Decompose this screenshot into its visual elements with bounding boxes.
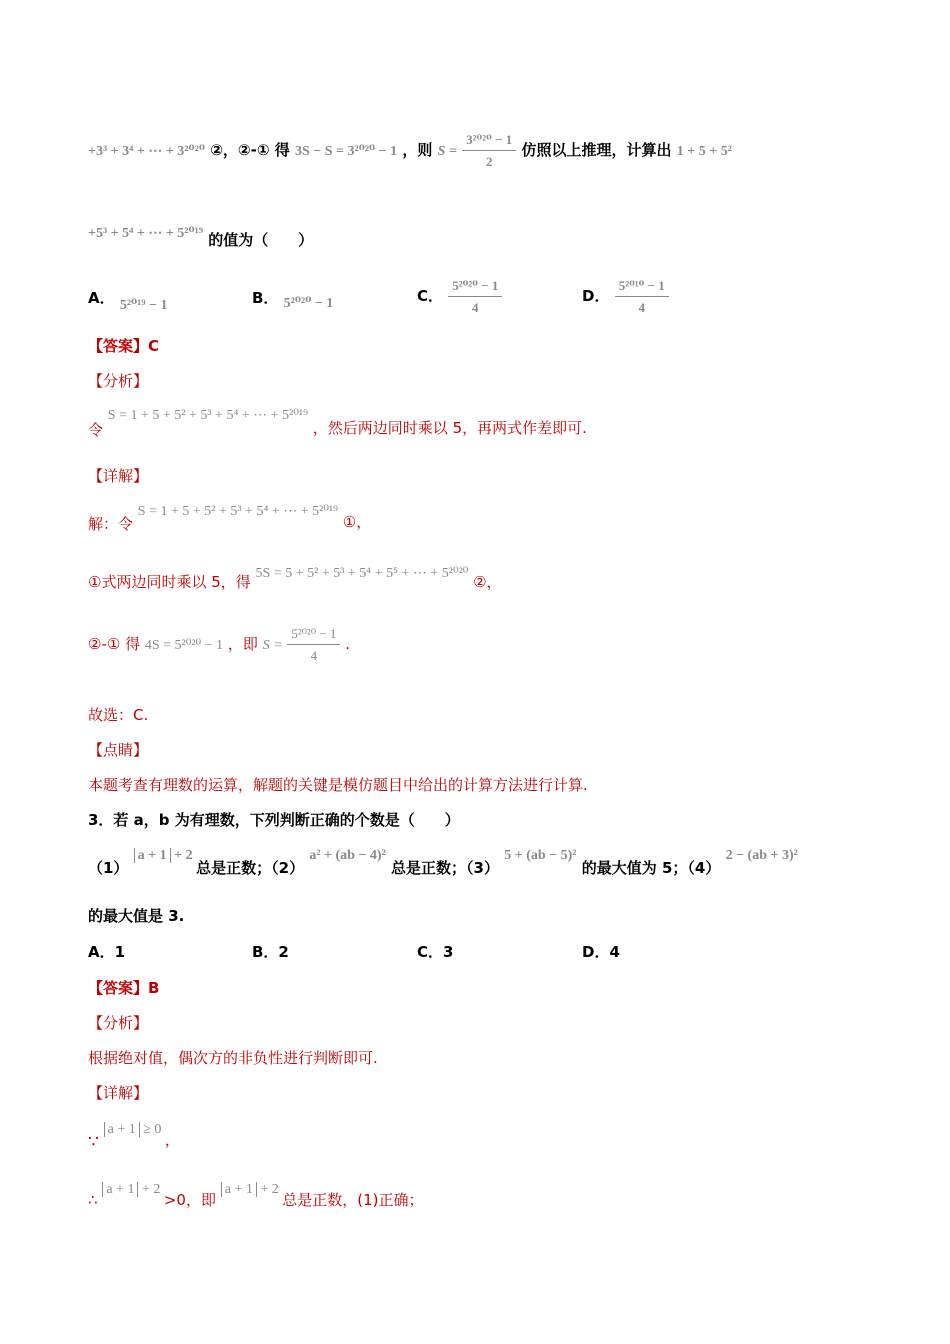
q3-answer-value: B	[148, 979, 160, 997]
q3-step2-mid: >0，即	[163, 1191, 216, 1209]
q3-stem: 3．若 a，b 为有理数，下列判断正确的个数是（ ）	[88, 811, 460, 829]
q2-step3-prefix: ②-① 得	[88, 635, 141, 653]
q2-step1-prefix: 解：令	[88, 515, 134, 533]
q3-detail-heading: 【详解】	[88, 1084, 149, 1102]
q2-stem-text-b: ，则	[402, 141, 433, 159]
q3-option-d[interactable]: D．4	[582, 943, 620, 961]
q2-step3-fraction	[287, 626, 340, 664]
q2-option-c-num: 5²⁰²⁰ − 1	[448, 278, 502, 297]
q2-analysis-prefix: 令	[88, 421, 104, 439]
q2-stem-line1	[88, 130, 732, 170]
q3-answer	[88, 978, 159, 998]
q3-step1-abs: a + 1	[104, 1122, 140, 1137]
q2-option-d-fraction	[615, 278, 669, 316]
q2-option-c-den: 4	[472, 299, 479, 315]
q3-step1	[88, 1118, 180, 1154]
q2-stem-diff: 3S − S = 3²⁰²⁰ − 1	[295, 144, 398, 159]
q2-option-a-math: 5²⁰¹⁹ − 1	[119, 298, 168, 313]
q2-detail-heading: 【详解】	[88, 467, 149, 485]
q2-step3-den: 4	[310, 647, 318, 663]
q3-analysis-heading: 【分析】	[88, 1014, 149, 1032]
q3-step1-math	[104, 1122, 165, 1137]
q2-step2-math: 5S = 5 + 5² + 5³ + 5⁴ + 5⁵ + ⋯ + 5²⁰²⁰	[255, 566, 469, 581]
q2-step1-math: S = 1 + 5 + 5² + 5³ + 5⁴ + ⋯ + 5²⁰¹⁹	[137, 504, 339, 519]
q2-option-d-label: D．	[582, 287, 610, 305]
q2-step1	[88, 500, 371, 536]
q3-item3-text: 的最大值为 5；（4）	[581, 859, 721, 877]
q2-stem-sum-5-end: +5³ + 5⁴ + ⋯ + 5²⁰¹⁹	[88, 226, 204, 241]
q3-item2-math: a² + (ab − 4)²	[309, 848, 386, 863]
q2-step1-suffix: ①，	[342, 513, 372, 531]
q2-step3-suffix: .	[345, 635, 350, 653]
q2-option-b-label: B．	[252, 289, 279, 307]
q2-option-a[interactable]	[88, 288, 168, 313]
q2-stem-fraction	[462, 132, 516, 170]
q2-stem-text-a: ②，②-① 得	[210, 141, 290, 159]
q3-step1-rest: ≥ 0	[143, 1122, 162, 1137]
q2-option-c-fraction	[448, 278, 502, 316]
q3-step2-abs2: a + 1	[221, 1182, 257, 1197]
q3-item1-abs: a + 1	[134, 848, 171, 863]
q2-option-c-label: C．	[417, 287, 444, 305]
q3-stem-line2: 的最大值是 3.	[88, 907, 185, 925]
q2-stem-text-c: 仿照以上推理，计算出	[521, 141, 672, 159]
q3-step2-suffix: 总是正数，(1)正确；	[282, 1191, 424, 1209]
q2-analysis-line	[88, 404, 587, 440]
q2-step3	[88, 622, 350, 666]
q3-step2-rest2: + 2	[260, 1182, 279, 1197]
q3-step2-math	[102, 1182, 164, 1197]
q3-step2-abs: a + 1	[102, 1182, 138, 1197]
q2-stem-frac-den: 2	[485, 153, 493, 169]
q2-stem-sum-3: +3³ + 3⁴ + ⋯ + 3²⁰²⁰	[88, 144, 205, 159]
q2-analysis-math: S = 1 + 5 + 5² + 5³ + 5⁴ + ⋯ + 5²⁰¹⁹	[107, 408, 309, 423]
q2-comment-heading: 【点睛】	[88, 741, 149, 759]
q2-analysis-heading: 【分析】	[88, 372, 149, 390]
q3-step2-math2	[221, 1182, 283, 1197]
q2-option-d-den: 4	[638, 299, 645, 315]
q2-answer-label: 【答案】	[88, 337, 149, 355]
q2-option-a-label: A．	[88, 289, 115, 307]
q2-conclusion: 故选：C.	[88, 706, 149, 724]
q2-option-b[interactable]	[252, 288, 333, 310]
q2-stem-frac-num: 3²⁰²⁰ − 1	[462, 132, 516, 151]
q2-option-b-math: 5²⁰²⁰ − 1	[283, 296, 334, 311]
q3-items-line	[88, 846, 798, 882]
q2-option-c[interactable]	[417, 276, 502, 316]
q2-step3-mid: ，即	[227, 635, 258, 653]
q3-analysis-text: 根据绝对值，偶次方的非负性进行判断即可.	[88, 1049, 378, 1067]
therefore-symbol: ∴	[88, 1191, 98, 1209]
q3-item3-math: 5 + (ab − 5)²	[504, 848, 577, 863]
q3-step2-rest: + 2	[141, 1182, 161, 1197]
q2-option-d[interactable]	[582, 276, 669, 316]
q3-item4-math: 2 − (ab + 3)²	[725, 848, 798, 863]
q2-step3-num: 5²⁰²⁰ − 1	[287, 626, 340, 645]
q3-option-c[interactable]: C．3	[417, 943, 454, 961]
q2-step3-lhs: S =	[262, 638, 283, 653]
q2-step2-suffix: ②，	[473, 573, 502, 591]
q2-comment-text: 本题考查有理数的运算，解题的关键是模仿题目中给出的计算方法进行计算.	[88, 776, 588, 794]
q2-analysis-text: ，然后两边同时乘以 5，再两式作差即可.	[312, 419, 587, 437]
q3-step2	[88, 1178, 424, 1214]
q2-step2-prefix: ①式两边同时乘以 5，得	[88, 573, 251, 591]
q3-step1-suffix: ，	[164, 1131, 180, 1149]
q3-item1-rest: + 2	[174, 848, 193, 863]
q2-stem-frac-lhs: S =	[437, 144, 457, 159]
q3-item2-text: 总是正数；（3）	[391, 859, 499, 877]
q3-item1-text: 总是正数；（2）	[196, 859, 305, 877]
because-symbol: ∵	[88, 1132, 99, 1152]
q2-answer	[88, 336, 159, 356]
q3-item1-math	[134, 848, 196, 863]
q2-step2	[88, 562, 502, 598]
q2-stem-line2	[88, 222, 314, 249]
q2-option-d-num: 5²⁰¹⁰ − 1	[615, 278, 669, 297]
q3-answer-label: 【答案】	[88, 979, 149, 997]
q2-answer-value: C	[148, 337, 160, 355]
q2-stem-sum-5-start: 1 + 5 + 5²	[676, 144, 732, 159]
q2-stem-text-d: 的值为（ ）	[208, 231, 314, 249]
q2-step3-math: 4S = 5²⁰²⁰ − 1	[144, 638, 224, 653]
q3-option-b[interactable]: B．2	[252, 943, 289, 961]
q3-option-a[interactable]: A．1	[88, 943, 126, 961]
q3-item1-label: （1）	[88, 859, 129, 877]
